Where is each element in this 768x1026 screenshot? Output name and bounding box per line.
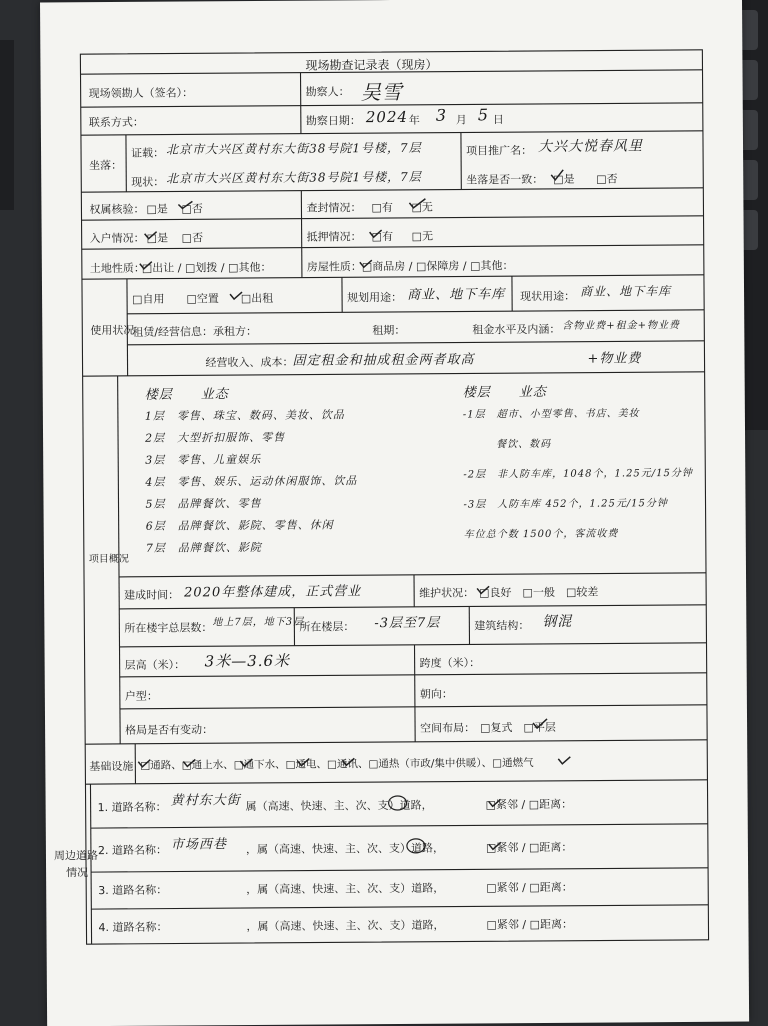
surveyor-signature: 吴雪 (361, 76, 403, 105)
label-ownership: 权属核验： (89, 201, 144, 217)
infrastructure-options: □通路、□通上水、□通下水、□通电、□通讯、□通热（市政/集中供暖）、□通燃气 (140, 755, 533, 773)
mortgage-none: □无 (412, 228, 434, 244)
road-distance-label: □紧邻 / □距离： (486, 839, 573, 856)
label-month: 月 (456, 111, 467, 127)
label-floor-height: 层高（米）： (125, 656, 186, 672)
floor-right-line-5: 车位总个数 1500个，客流收费 (464, 524, 619, 540)
rent-detail: 含物业费+租金+物业费 (562, 316, 680, 332)
label-project-overview: 项目概况 (89, 550, 129, 565)
road-class-label: ，属（高速、快速、主、次、支）道路， (246, 840, 444, 857)
road2-name: 市场西巷 (171, 833, 227, 852)
floor-right-line-2: 餐饮、数码 (463, 435, 551, 451)
income-detail: 固定租金和抽成租金两者取高 (292, 348, 474, 368)
cert-address: 北京市大兴区黄村东大街38号院1号楼，7层 (166, 139, 422, 158)
label-present-address: 现状： (131, 174, 164, 190)
label-space-layout: 空间布局： (420, 719, 475, 735)
floor-left-line-7: 7层 品牌餐饮、影院 (146, 539, 262, 556)
label-orientation: 朝向： (420, 686, 453, 702)
label-build-time: 建成时间： (124, 586, 179, 602)
label-floor-located: 所在楼层： (299, 618, 354, 634)
planned-use: 商业、地下车库 (407, 283, 505, 303)
occupancy-no: □否 (182, 229, 204, 245)
road-name-label: 4. 道路名称： (98, 919, 167, 935)
label-surveyor: 勘察人： (306, 83, 350, 99)
land-nature-options: □出让 / □划拨 / □其他： (142, 259, 272, 276)
label-year: 年 (409, 112, 420, 128)
form-title: 现场勘查记录表（现房） (305, 56, 437, 74)
project-name: 大兴大悦春风里 (538, 135, 643, 156)
total-floors: 地上7层，地下3层 (212, 613, 304, 629)
survey-year: 2024 (366, 108, 408, 126)
label-unit-type: 户型： (125, 688, 158, 704)
label-occupancy: 入户情况： (90, 230, 145, 246)
occupancy-yes: □是 (147, 230, 169, 246)
road-class-label: ，属（高速、快速、主、次、支）道路， (246, 917, 444, 934)
label-survey-date: 勘察日期： (306, 112, 361, 128)
label-maintenance: 维护状况： (419, 584, 474, 600)
label-house-nature: 房屋性质： (307, 258, 362, 274)
label-lease-term: 租期： (372, 322, 405, 338)
maintenance-options: □良好 □一般 □较差 (479, 584, 598, 601)
road-name-label: 3. 道路名称： (98, 882, 167, 898)
road-name-label: 1. 道路名称： (98, 799, 167, 815)
road-distance-label: □紧邻 / □距离： (486, 796, 573, 813)
label-rent: 租金水平及内涵： (472, 321, 560, 338)
label-roads-2: 情况 (66, 864, 88, 880)
floor-height: 3米—3.6米 (205, 650, 291, 672)
floors-right-header: 楼层 业态 (463, 381, 547, 401)
floor-left-line-6: 6层 品牌餐饮、影院、零售、休闲 (146, 516, 334, 533)
label-land-nature: 土地性质： (90, 260, 145, 276)
label-day: 日 (493, 111, 504, 127)
income-tail: +物业费 (587, 347, 641, 366)
label-project-name: 项目推广名： (466, 142, 532, 158)
keyboard-edge-left (0, 40, 14, 210)
label-span: 跨度（米）： (420, 654, 481, 670)
label-seizure: 查封情况： (306, 199, 361, 215)
label-cert-address: 证载： (131, 145, 164, 161)
label-location: 坐落： (89, 157, 122, 173)
floor-left-line-5: 5层 品牌餐饮、零售 (145, 495, 261, 512)
seizure-none: □无 (411, 199, 433, 215)
seizure-has: □有 (371, 199, 393, 215)
road-class-label: ，属（高速、快速、主、次、支）道路， (246, 880, 444, 897)
road-distance-label: □紧邻 / □距离： (486, 916, 573, 933)
label-structure: 建筑结构： (474, 617, 529, 633)
label-location-match: 坐落是否一致： (466, 171, 543, 188)
label-infrastructure: 基础设施 (89, 758, 133, 774)
road-class-label: 属（高速、快速、主、次、支）道路， (246, 797, 433, 814)
present-address: 北京市大兴区黄村东大街38号院1号楼，7层 (166, 168, 422, 187)
current-use: 商业、地下车库 (580, 282, 671, 300)
ownership-no: □否 (181, 200, 203, 216)
label-income: 经营收入、成本： (205, 354, 293, 371)
mortgage-has: □有 (372, 228, 394, 244)
label-use-status: 使用状况 (90, 322, 134, 338)
ownership-yes: □是 (146, 201, 168, 217)
label-current-use: 现状用途： (520, 288, 575, 304)
label-tenant: 租赁/经营信息：承租方： (132, 323, 257, 340)
floor-right-line-3: -2层 非人防车库，1048个，1.25元/15分钟 (463, 464, 693, 481)
road1-name: 黄村东大街 (171, 789, 241, 808)
survey-month: 3 (436, 106, 447, 125)
floor-located: -3层至7层 (374, 612, 440, 631)
label-planned-use: 规划用途： (347, 289, 402, 305)
build-time: 2020年整体建成，正式营业 (184, 580, 361, 600)
floor-right-line-4: -3层 人防车库 452个，1.25元/15分钟 (463, 494, 667, 510)
structure: 钢混 (542, 611, 572, 631)
survey-day: 5 (478, 105, 489, 124)
label-total-floors: 所在楼宇总层数： (124, 619, 212, 636)
location-match-no: □否 (596, 170, 618, 186)
floor-left-line-4: 4层 零售、娱乐、运动休闲服饰、饮品 (145, 472, 357, 489)
label-site-lead: 现场领勘人（签名）： (89, 84, 194, 101)
space-layout-options: □复式 □平层 (480, 719, 556, 736)
location-match-yes: □是 (553, 171, 575, 187)
label-layout-change: 格局是否有变动： (125, 721, 213, 738)
label-mortgage: 抵押情况： (307, 228, 362, 244)
road-name-label: 2. 道路名称： (98, 842, 167, 858)
road-distance-label: □紧邻 / □距离： (486, 879, 573, 896)
floor-left-line-1: 1层 零售、珠宝、数码、美妆、饮品 (145, 406, 345, 423)
use-status-options: □自用 □空置 □出租 (132, 290, 273, 307)
floor-left-line-3: 3层 零售、儿童娱乐 (145, 451, 261, 468)
floors-left-header: 楼层 业态 (145, 383, 229, 403)
floor-right-line-1: -1层 超市、小型零售、书店、美妆 (463, 404, 640, 420)
survey-form-paper (40, 0, 749, 1026)
label-roads-1: 周边道路 (54, 847, 98, 863)
label-contact: 联系方式： (89, 114, 144, 130)
floor-left-line-2: 2层 大型折扣服饰、零售 (145, 429, 285, 446)
house-nature-options: □商品房 / □保障房 / □其他： (362, 257, 514, 274)
